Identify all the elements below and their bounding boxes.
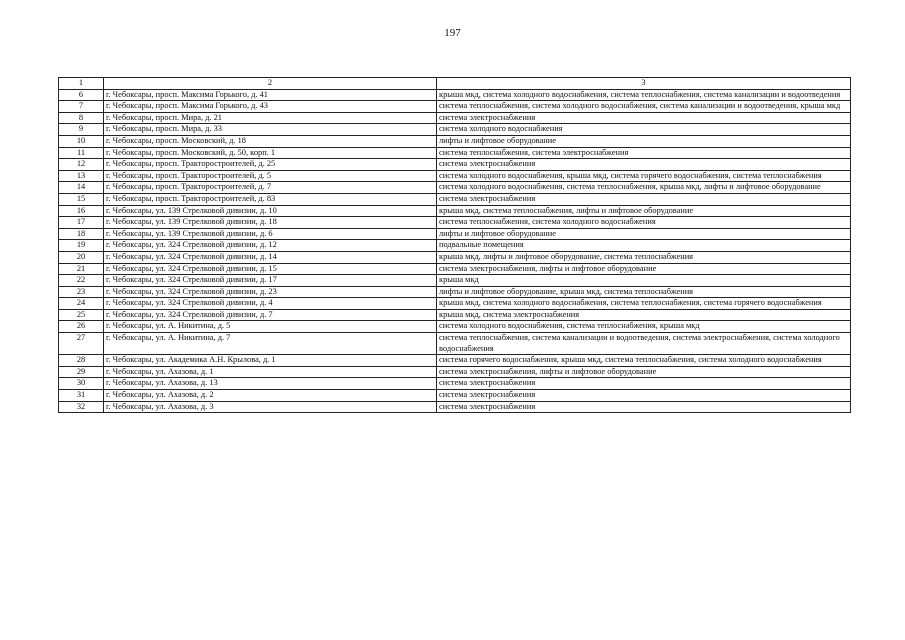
systems-cell: система электроснабжения, лифты и лифтовое оборудование: [437, 263, 851, 275]
row-number-cell: 18: [59, 228, 104, 240]
systems-cell: система холодного водоснабжения, система теплоснабжения, крыша мкд, лифты и лифтовое оборудование: [437, 182, 851, 194]
table-row: [59, 112, 851, 124]
table-row: [59, 217, 851, 229]
address-cell: г. Чебоксары, ул. Ахазова, д. 1: [104, 366, 437, 378]
row-number-cell: 32: [59, 401, 104, 413]
table-row: [59, 263, 851, 275]
table-row: [59, 355, 851, 367]
systems-cell: система холодного водоснабжения: [437, 124, 851, 136]
systems-cell: система теплоснабжения, система холодного водоснабжения, система канализации и водоотведения, крыша мкд: [437, 101, 851, 113]
row-number-cell: 14: [59, 182, 104, 194]
table-row: [59, 240, 851, 252]
systems-cell: система холодного водоснабжения, система теплоснабжения, крыша мкд: [437, 321, 851, 333]
address-cell: г. Чебоксары, ул. 324 Стрелковой дивизии, д. 12: [104, 240, 437, 252]
row-number-cell: 20: [59, 251, 104, 263]
row-number-cell: 27: [59, 333, 104, 355]
address-cell: г. Чебоксары, ул. А. Никитина, д. 5: [104, 321, 437, 333]
table-row: [59, 228, 851, 240]
table-row: [59, 124, 851, 136]
row-number-cell: 13: [59, 170, 104, 182]
table-row: [59, 205, 851, 217]
row-number-cell: 31: [59, 390, 104, 402]
row-number-cell: 19: [59, 240, 104, 252]
systems-cell: система теплоснабжения, система канализации и водоотведения, система электроснабжения, система холодного водоснабжения: [437, 333, 851, 355]
table-row: [59, 309, 851, 321]
row-number-cell: 10: [59, 135, 104, 147]
row-number-cell: 28: [59, 355, 104, 367]
address-cell: г. Чебоксары, просп. Московский, д. 50, корп. 1: [104, 147, 437, 159]
address-cell: г. Чебоксары, ул. 324 Стрелковой дивизии, д. 4: [104, 298, 437, 310]
address-cell: г. Чебоксары, просп. Тракторостроителей, д. 83: [104, 193, 437, 205]
row-number-cell: 29: [59, 366, 104, 378]
address-cell: г. Чебоксары, просп. Максима Горького, д. 43: [104, 101, 437, 113]
row-number-cell: 7: [59, 101, 104, 113]
column-header-1: 1: [59, 78, 104, 90]
systems-cell: система электроснабжения: [437, 112, 851, 124]
address-cell: г. Чебоксары, ул. 139 Стрелковой дивизии, д. 10: [104, 205, 437, 217]
table-row: [59, 390, 851, 402]
row-number-cell: 9: [59, 124, 104, 136]
address-cell: г. Чебоксары, ул. Ахазова, д. 13: [104, 378, 437, 390]
address-cell: г. Чебоксары, ул. Ахазова, д. 3: [104, 401, 437, 413]
systems-cell: лифты и лифтовое оборудование: [437, 135, 851, 147]
address-cell: г. Чебоксары, просп. Тракторостроителей, д. 25: [104, 159, 437, 171]
address-cell: г. Чебоксары, ул. 324 Стрелковой дивизии, д. 23: [104, 286, 437, 298]
table-row: [59, 275, 851, 287]
address-cell: г. Чебоксары, ул. 324 Стрелковой дивизии, д. 14: [104, 251, 437, 263]
systems-cell: система холодного водоснабжения, крыша мкд, система горячего водоснабжения, система теплоснабжения: [437, 170, 851, 182]
systems-cell: система теплоснабжения, система холодного водоснабжения: [437, 217, 851, 229]
address-cell: г. Чебоксары, ул. 139 Стрелковой дивизии, д. 6: [104, 228, 437, 240]
table-row: [59, 193, 851, 205]
row-number-cell: 17: [59, 217, 104, 229]
table-row: [59, 321, 851, 333]
address-cell: г. Чебоксары, ул. А. Никитина, д. 7: [104, 333, 437, 355]
table-row: [59, 101, 851, 113]
table-row: [59, 286, 851, 298]
systems-cell: система электроснабжения: [437, 378, 851, 390]
row-number-cell: 12: [59, 159, 104, 171]
table-row: [59, 89, 851, 101]
systems-cell: система электроснабжения: [437, 193, 851, 205]
address-cell: г. Чебоксары, просп. Мира, д. 21: [104, 112, 437, 124]
systems-cell: крыша мкд, лифты и лифтовое оборудование, система теплоснабжения: [437, 251, 851, 263]
address-cell: г. Чебоксары, просп. Тракторостроителей, д. 5: [104, 170, 437, 182]
table-row: [59, 251, 851, 263]
systems-cell: система электроснабжения: [437, 401, 851, 413]
row-number-cell: 15: [59, 193, 104, 205]
row-number-cell: 22: [59, 275, 104, 287]
row-number-cell: 30: [59, 378, 104, 390]
table-row: [59, 170, 851, 182]
row-number-cell: 23: [59, 286, 104, 298]
row-number-cell: 26: [59, 321, 104, 333]
systems-cell: крыша мкд, система электроснабжения: [437, 309, 851, 321]
address-cell: г. Чебоксары, ул. 324 Стрелковой дивизии, д. 17: [104, 275, 437, 287]
row-number-cell: 21: [59, 263, 104, 275]
table-row: [59, 147, 851, 159]
row-number-cell: 11: [59, 147, 104, 159]
address-cell: г. Чебоксары, просп. Тракторостроителей, д. 7: [104, 182, 437, 194]
row-number-cell: 16: [59, 205, 104, 217]
table-row: [59, 159, 851, 171]
systems-cell: система теплоснабжения, система электроснабжения: [437, 147, 851, 159]
address-cell: г. Чебоксары, ул. Ахазова, д. 2: [104, 390, 437, 402]
systems-cell: крыша мкд, система теплоснабжения, лифты и лифтовое оборудование: [437, 205, 851, 217]
address-cell: г. Чебоксары, ул. Академика А.Н. Крылова, д. 1: [104, 355, 437, 367]
table-header-row: [59, 78, 851, 90]
table-row: [59, 366, 851, 378]
systems-cell: крыша мкд, система холодного водоснабжения, система теплоснабжения, система горячего водоснабжения: [437, 298, 851, 310]
table-row: [59, 135, 851, 147]
address-cell: г. Чебоксары, просп. Максима Горького, д. 41: [104, 89, 437, 101]
systems-cell: крыша мкд, система холодного водоснабжения, система теплоснабжения, система канализации и водоотведения: [437, 89, 851, 101]
table-row: [59, 298, 851, 310]
systems-cell: подвальные помещения: [437, 240, 851, 252]
table-row: [59, 401, 851, 413]
row-number-cell: 24: [59, 298, 104, 310]
row-number-cell: 6: [59, 89, 104, 101]
row-number-cell: 8: [59, 112, 104, 124]
systems-cell: лифты и лифтовое оборудование, крыша мкд, система теплоснабжения: [437, 286, 851, 298]
systems-cell: система горячего водоснабжения, крыша мкд, система теплоснабжения, система холодного водоснабжения: [437, 355, 851, 367]
systems-cell: система электроснабжения, лифты и лифтовое оборудование: [437, 366, 851, 378]
row-number-cell: 25: [59, 309, 104, 321]
column-header-2: 2: [104, 78, 437, 90]
table-row: [59, 333, 851, 355]
address-cell: г. Чебоксары, ул. 324 Стрелковой дивизии, д. 7: [104, 309, 437, 321]
systems-cell: система электроснабжения: [437, 159, 851, 171]
address-cell: г. Чебоксары, просп. Мира, д. 33: [104, 124, 437, 136]
systems-cell: лифты и лифтовое оборудование: [437, 228, 851, 240]
table-row: [59, 182, 851, 194]
address-cell: г. Чебоксары, ул. 139 Стрелковой дивизии, д. 18: [104, 217, 437, 229]
address-cell: г. Чебоксары, просп. Московский, д. 18: [104, 135, 437, 147]
buildings-table: [58, 77, 851, 413]
systems-cell: система электроснабжения: [437, 390, 851, 402]
systems-cell: крыша мкд: [437, 275, 851, 287]
column-header-3: 3: [437, 78, 851, 90]
page-number: 197: [444, 27, 461, 39]
table-row: [59, 378, 851, 390]
address-cell: г. Чебоксары, ул. 324 Стрелковой дивизии, д. 15: [104, 263, 437, 275]
